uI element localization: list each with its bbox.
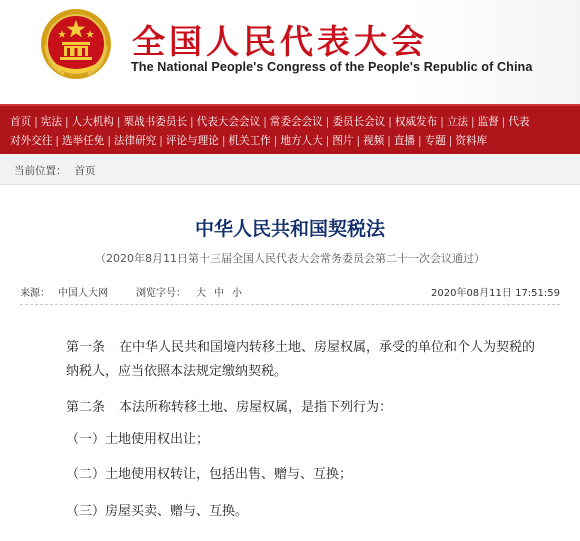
source-value: 中国人大网 xyxy=(58,288,108,299)
font-size-large[interactable]: 大 xyxy=(196,288,206,299)
nav-item-chairmen-council[interactable]: 委员长会议 xyxy=(332,116,386,128)
nav-item-standing-committee[interactable]: 常委会会议 xyxy=(269,116,323,128)
nav-separator: | xyxy=(356,135,361,147)
nav-separator: | xyxy=(55,135,59,147)
article-paragraph-3: （一）土地使用权出让； xyxy=(66,432,210,447)
nav-item-constitution[interactable]: 宪法 xyxy=(40,116,62,128)
article-text-1: 在中华人民共和国境内转移土地、房屋权属，承受的单位和个人为契税的纳税人，应当依照本法规定缴纳契税。 xyxy=(66,340,536,379)
nav-item-congress-sessions[interactable]: 代表大会会议 xyxy=(196,116,261,128)
nav-item-topics[interactable]: 专题 xyxy=(424,135,446,147)
nav-item-pictures[interactable]: 图片 xyxy=(332,135,354,147)
nav-row-2 xyxy=(10,133,487,151)
nav-separator: | xyxy=(471,116,475,128)
nav-item-chairman[interactable]: 栗战书委员长 xyxy=(123,116,188,128)
nav-separator: | xyxy=(116,116,121,128)
breadcrumb-label: 当前位置： xyxy=(14,165,67,177)
article-text-2: 本法所称转移土地、房屋权属，是指下列行为： xyxy=(119,400,393,415)
breadcrumb xyxy=(0,154,580,185)
nav-item-releases[interactable]: 权威发布 xyxy=(394,116,438,128)
font-size-medium[interactable]: 中 xyxy=(214,288,224,299)
article-label-2: 第二条 xyxy=(66,400,106,415)
article-subtitle: （2020年8月11日第十三届全国人民代表大会常务委员会第二十一次会议通过） xyxy=(95,252,485,265)
font-size-label: 浏览字号： xyxy=(136,288,186,299)
article-paragraph-4: （二）土地使用权转让，包括出售、赠与、互换； xyxy=(66,467,353,482)
nav-row-1 xyxy=(10,114,530,132)
font-size-small[interactable]: 小 xyxy=(232,288,242,299)
national-emblem-icon[interactable] xyxy=(38,6,114,82)
article-label-1: 第一条 xyxy=(66,340,106,355)
nav-separator: | xyxy=(273,135,278,147)
nav-item-theory[interactable]: 评论与理论 xyxy=(165,135,219,147)
nav-separator: | xyxy=(190,116,194,128)
nav-separator: | xyxy=(388,116,392,128)
nav-item-law-research[interactable]: 法律研究 xyxy=(113,135,157,147)
nav-separator: | xyxy=(107,135,111,147)
nav-item-office-work[interactable]: 机关工作 xyxy=(228,135,271,147)
nav-item-deputies[interactable]: 代表 xyxy=(508,116,530,128)
article-paragraph-2 xyxy=(66,396,542,420)
nav-item-elections[interactable]: 选举任免 xyxy=(61,135,105,147)
nav-separator: | xyxy=(34,116,38,128)
font-size-options xyxy=(196,284,250,299)
nav-item-supervision[interactable]: 监督 xyxy=(477,116,499,128)
breadcrumb-text xyxy=(14,163,96,178)
nav-separator: | xyxy=(325,116,330,128)
site-title-en: The National People's Congress of the People's Republic of China xyxy=(131,60,533,74)
nav-item-institutions[interactable]: 人大机构 xyxy=(71,116,114,128)
main-navigation xyxy=(0,104,580,154)
article-paragraph-5: （三）房屋买卖、赠与、互换。 xyxy=(66,504,249,519)
nav-separator: | xyxy=(440,116,444,128)
article-meta xyxy=(20,284,560,300)
nav-separator: | xyxy=(64,116,69,128)
nav-item-legislation[interactable]: 立法 xyxy=(446,116,468,128)
nav-separator: | xyxy=(221,135,226,147)
publish-datetime: 2020年08月11日 17:51:59 xyxy=(431,288,560,299)
nav-item-database[interactable]: 资料库 xyxy=(455,135,488,147)
nav-separator: | xyxy=(448,135,453,147)
nav-separator: | xyxy=(387,135,391,147)
nav-separator: | xyxy=(325,135,330,147)
nav-separator: | xyxy=(418,135,422,147)
meta-divider xyxy=(20,304,560,305)
nav-item-foreign-affairs[interactable]: 对外交往 xyxy=(10,135,53,147)
nav-separator: | xyxy=(159,135,163,147)
nav-item-videos[interactable]: 视频 xyxy=(363,135,385,147)
article-title: 中华人民共和国契税法 xyxy=(194,218,385,240)
breadcrumb-home-link[interactable]: 首页 xyxy=(74,165,96,177)
nav-separator: | xyxy=(501,116,506,128)
nav-item-live[interactable]: 直播 xyxy=(393,135,416,147)
article-paragraph-1 xyxy=(66,336,542,384)
site-header xyxy=(0,0,580,104)
nav-item-home[interactable]: 首页 xyxy=(10,116,32,128)
nav-item-local-congress[interactable]: 地方人大 xyxy=(280,135,323,147)
source-label: 来源： xyxy=(20,288,50,299)
nav-separator: | xyxy=(263,116,267,128)
site-title-cn[interactable]: 全国人民代表大会 xyxy=(132,22,428,61)
